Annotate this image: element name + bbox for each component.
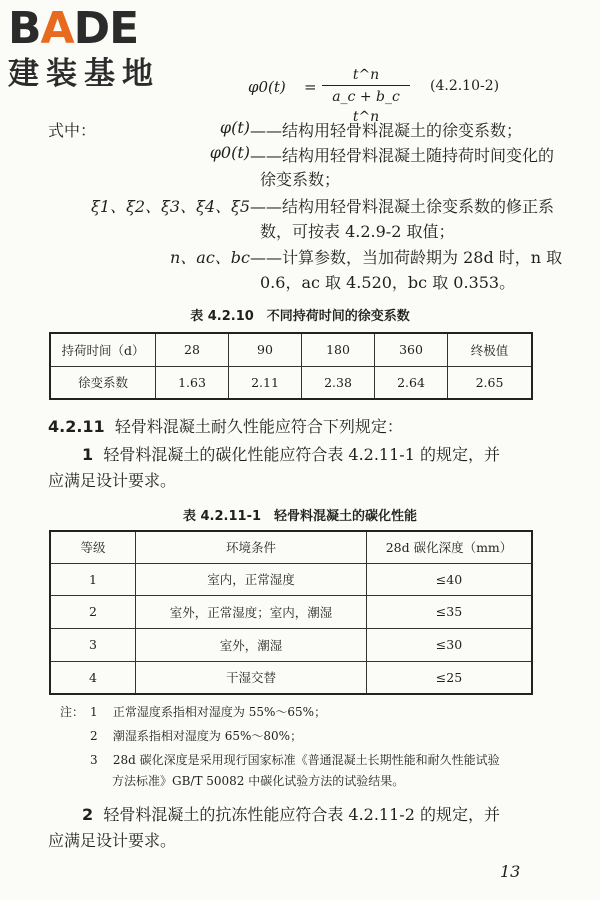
- def-symbol-params: n、ac、bc: [169, 248, 250, 267]
- notes-label: 注：: [60, 705, 85, 719]
- note-1: 1 正常湿度系指相对湿度为 55%～65%；: [90, 705, 327, 719]
- section-number: 4.2.11: [48, 417, 105, 436]
- brand-logo: [8, 3, 178, 92]
- def-cont-xi: 数，可按表 4.2.9-2 取值；: [260, 222, 455, 241]
- table-cell: 终极值: [448, 333, 533, 366]
- table-cell: 2: [50, 595, 136, 628]
- table-cell: 徐变系数: [50, 366, 156, 399]
- note-2: 2 潮湿系指相对湿度为 65%～80%；: [90, 729, 303, 743]
- logo-subtitle: 建装基地: [8, 56, 160, 92]
- table-row: [50, 366, 532, 399]
- note-3-cont: 方法标准》GB/T 50082 中碳化试验方法的试验结果。: [112, 774, 405, 788]
- logo-wordmark: BADE: [8, 3, 139, 54]
- definitions-intro: 式中：: [48, 121, 97, 140]
- def-text-xi: ——结构用轻骨料混凝土徐变系数的修正系: [250, 197, 555, 216]
- table-cell: 干湿交替: [136, 661, 367, 694]
- page-number: 13: [500, 862, 521, 881]
- table-row: [50, 563, 532, 595]
- table-cell: 2.65: [448, 366, 533, 399]
- table1-caption: 表 4.2.10 不同持荷时间的徐变系数: [190, 309, 410, 324]
- note-3: 3 28d 碳化深度是采用现行国家标准《普通混凝土长期性能和耐久性能试验: [90, 753, 500, 767]
- formula-number: (4.2.10-2): [430, 78, 500, 94]
- table-cell: 3: [50, 628, 136, 661]
- item1-line1: 1 轻骨料混凝土的碳化性能应符合表 4.2.11-1 的规定，并: [82, 445, 500, 464]
- table2-caption: 表 4.2.11-1 轻骨料混凝土的碳化性能: [182, 509, 418, 524]
- table-cell: 室外，正常湿度；室内，潮湿: [136, 595, 367, 628]
- table-row: [50, 595, 532, 628]
- item1-line2: 应满足设计要求。: [48, 471, 177, 490]
- table-cell: 2.38: [302, 366, 375, 399]
- def-symbol-phi0: φ0(t): [209, 143, 250, 162]
- table-row: [50, 661, 532, 694]
- table-cell: ≤30: [367, 628, 533, 661]
- section-title: 轻骨料混凝土耐久性能应符合下列规定：: [114, 417, 403, 436]
- def-text-phi: ——结构用轻骨料混凝土的徐变系数；: [250, 121, 523, 140]
- table-cell: 持荷时间（d）: [50, 333, 156, 366]
- item2-line1: 2 轻骨料混凝土的抗冻性能应符合表 4.2.11-2 的规定，并: [82, 805, 500, 824]
- formula-numerator: t^n: [352, 67, 380, 83]
- table-cell: 360: [375, 333, 448, 366]
- formula-lhs: φ0(t): [248, 78, 286, 96]
- table-cell: 4: [50, 661, 136, 694]
- def-cont-params: 0.6，ac 取 4.520，bc 取 0.353。: [260, 273, 516, 292]
- formula-denominator: a_c + b_c t^n: [332, 89, 400, 125]
- table-cell: 1.63: [156, 366, 229, 399]
- table-cell: 180: [302, 333, 375, 366]
- table-cell: 2.64: [375, 366, 448, 399]
- table-cell: 室外，潮湿: [136, 628, 367, 661]
- def-cont-phi0: 徐变系数；: [260, 170, 341, 189]
- table-cell: 1: [50, 563, 136, 595]
- table-row: [50, 628, 532, 661]
- table-cell: ≤25: [367, 661, 533, 694]
- table-cell: ≤35: [367, 595, 533, 628]
- table-cell: 28: [156, 333, 229, 366]
- formula-equals: =: [304, 78, 317, 96]
- table-cell: 2.11: [229, 366, 302, 399]
- table-cell: ≤40: [367, 563, 533, 595]
- table-cell: 90: [229, 333, 302, 366]
- def-symbol-phi: φ(t): [219, 118, 250, 137]
- creep-coefficient-table: [49, 332, 533, 400]
- table-header-cell: 28d 碳化深度（mm）: [367, 531, 533, 563]
- table-cell: 室内，正常湿度: [136, 563, 367, 595]
- carbonation-table: [49, 530, 533, 695]
- def-text-params: ——计算参数，当加荷龄期为 28d 时，n 取: [250, 248, 563, 267]
- table-header-cell: 等级: [50, 531, 136, 563]
- section-heading: [48, 414, 403, 437]
- table-row: [50, 333, 532, 366]
- table-header-cell: 环境条件: [136, 531, 367, 563]
- def-text-phi0: ——结构用轻骨料混凝土随持荷时间变化的: [250, 146, 555, 165]
- table-header-row: [50, 531, 532, 563]
- def-symbol-xi: ξ1、ξ2、ξ3、ξ4、ξ5: [91, 197, 250, 216]
- item2-line2: 应满足设计要求。: [48, 831, 177, 850]
